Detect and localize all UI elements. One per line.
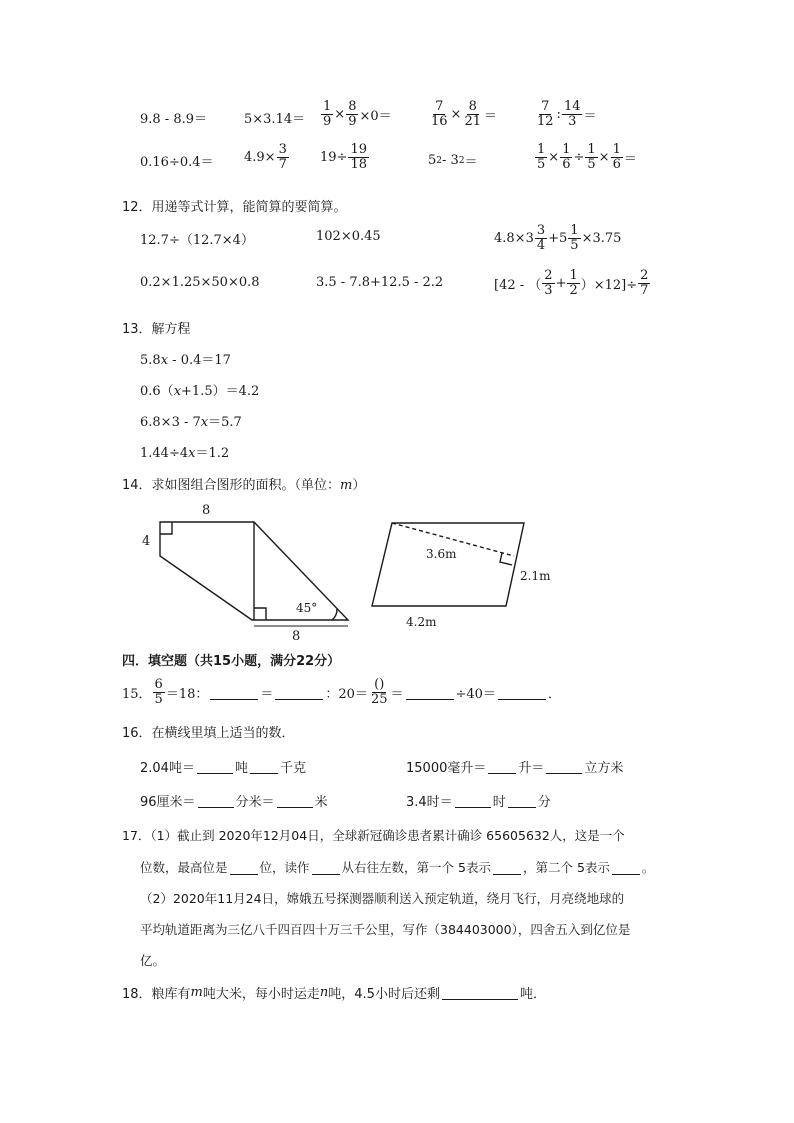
parallelogram-height-label: 3.6m (426, 547, 457, 561)
fraction: $\frac{3}{7}$ (278, 142, 287, 172)
answer-blank[interactable] (275, 685, 323, 700)
question-15: 15． $\frac{6}{5}$ ＝18： ＝ ：20＝ $\frac{()}{25}$ ＝ ÷40＝ ． (122, 677, 561, 707)
fraction: $\frac{1}{5}$ (587, 142, 596, 172)
q17-line5: 亿。 (140, 953, 166, 968)
figure1-angle-label: 45° (296, 601, 318, 615)
fraction: $\frac{8}{9}$ (348, 99, 357, 129)
q12-expr-b3: [42 - （ $\frac{2}{3}$ + $\frac{1}{2}$ ）×12]÷ $\frac{2}{7}$ (494, 268, 649, 298)
calc-row1-expr3: $\frac{1}{9}$ × $\frac{8}{9}$ ×0＝ (323, 99, 392, 129)
answer-blank[interactable] (406, 685, 454, 700)
answer-blank[interactable] (197, 759, 233, 774)
fraction: $\frac{7}{16}$ (431, 99, 448, 129)
figure1-angle-arc (332, 609, 337, 620)
question-12-title: 12．用递等式计算，能简算的要简算。 (122, 200, 347, 215)
q17-line1: 17．（1）截止到 2020年12月04日，全球新冠确诊患者累计确诊 65605632人，这是一个 (122, 828, 625, 843)
answer-blank[interactable] (488, 759, 516, 774)
answer-blank[interactable] (230, 860, 258, 875)
fraction: $\frac{()}{25}$ (370, 677, 388, 707)
answer-blank[interactable] (442, 985, 518, 1000)
fraction: $\frac{14}{3}$ (563, 99, 581, 129)
calc-row2-expr3: 19÷ $\frac{19}{18}$ (320, 142, 367, 172)
fraction: $\frac{7}{12}$ (537, 99, 554, 129)
figure1-right-angle-mark (160, 522, 172, 534)
q17-line3: （2）2020年11月24日，嫦娥五号探测器顺利送入预定轨道，绕月飞行，月亮绕地球的 (140, 891, 625, 906)
calc-row2-expr4: 5 2 - 3 2 ＝ (428, 153, 478, 170)
calc-row1-expr1: 9.8 - 8.9＝ (140, 112, 208, 127)
fraction: $\frac{2}{7}$ (640, 268, 649, 298)
parallelogram-side-label: 2.1m (520, 569, 551, 583)
equation-3: 6.8×3 - 7x＝5.7 (140, 415, 242, 430)
fraction: $\frac{2}{3}$ (544, 268, 553, 298)
figure1-right-angle-mark (254, 608, 266, 620)
question-14-title: 14．求如图组合图形的面积。（单位：m） (122, 478, 366, 493)
equation-4: 1.44÷4x＝1.2 (140, 446, 230, 461)
answer-blank[interactable] (546, 759, 582, 774)
calc-row1-expr4: $\frac{7}{16}$ × $\frac{8}{21}$ ＝ (431, 99, 498, 129)
answer-blank[interactable] (508, 793, 536, 808)
q16-row1-left: 2.04吨＝ 吨 千克 (140, 761, 306, 776)
answer-blank[interactable] (198, 793, 234, 808)
equation-2: 0.6（x+1.5）＝4.2 (140, 384, 260, 399)
answer-blank[interactable] (312, 860, 340, 875)
q16-row2-left: 96厘米＝ 分米＝ 米 (140, 795, 328, 810)
question-18: 18．粮库有 m 吨大米，每小时运走 n 吨，4.5小时后还剩 吨． (122, 985, 546, 1002)
calc-row2-expr5: $\frac{1}{5}$ × $\frac{1}{6}$ ÷ $\frac{1}{5}$ × $\frac{1}{6}$ ＝ (537, 142, 637, 172)
fraction: $\frac{8}{21}$ (464, 99, 481, 129)
parallelogram-figure (366, 514, 566, 634)
calc-row1-expr5: $\frac{7}{12}$ : $\frac{14}{3}$ ＝ (537, 99, 597, 129)
answer-blank[interactable] (277, 793, 313, 808)
calc-row2-expr1: 0.16÷0.4＝ (140, 155, 214, 170)
question-16-title: 16．在横线里填上适当的数． (122, 726, 295, 741)
figure1-bottom-label: 8 (292, 629, 301, 644)
q12-expr-b1: 0.2×1.25×50×0.8 (140, 275, 260, 290)
fraction: $\frac{19}{18}$ (350, 142, 367, 172)
figure1-top-label: 8 (202, 503, 211, 518)
q16-row1-right: 15000毫升＝ 升＝ 立方米 (406, 761, 624, 776)
q17-line4: 平均轨道距离为三亿八千四百四十万三千公里，写作（384403000），四舍五入到亿位是 (140, 922, 631, 937)
fraction: $\frac{1}{6}$ (562, 142, 571, 172)
answer-blank[interactable] (455, 793, 491, 808)
q17-line2: 位数，最高位是 位，读作 从右往左数，第一个 5表示 ，第二个 5表示 。 (140, 860, 655, 875)
q12-expr-a3: 4.8×3 $\frac{3}{4}$ +5 $\frac{1}{5}$ ×3.75 (494, 223, 622, 253)
parallelogram-base-label: 4.2m (406, 615, 437, 629)
answer-blank[interactable] (210, 685, 258, 700)
fraction: $\frac{1}{9}$ (323, 99, 332, 129)
fraction: $\frac{1}{2}$ (569, 268, 578, 298)
fraction: $\frac{6}{5}$ (154, 677, 163, 707)
fraction: $\frac{1}{5}$ (537, 142, 546, 172)
calc-row2-expr2: 4.9× $\frac{3}{7}$ (244, 142, 287, 172)
fraction: $\frac{1}{5}$ (570, 223, 579, 253)
fraction: $\frac{1}{6}$ (612, 142, 621, 172)
calc-row1-expr2: 5×3.14＝ (244, 112, 306, 127)
equation-1: 5.8x - 0.4＝17 (140, 353, 231, 368)
q12-expr-a1: 12.7÷（12.7×4） (140, 233, 254, 248)
parallelogram-outline (372, 523, 524, 606)
q12-expr-a2: 102×0.45 (316, 229, 381, 244)
answer-blank[interactable] (612, 860, 640, 875)
answer-blank[interactable] (250, 759, 278, 774)
question-13-title: 13．解方程 (122, 322, 191, 337)
fraction: $\frac{3}{4}$ (536, 223, 546, 253)
answer-blank[interactable] (498, 685, 546, 700)
q16-row2-right: 3.4时＝ 时 分 (406, 795, 551, 810)
q12-expr-b2: 3.5 - 7.8+12.5 - 2.2 (316, 275, 444, 290)
figure1-left-label: 4 (142, 534, 151, 549)
answer-blank[interactable] (493, 860, 521, 875)
section-4-heading: 四．填空题（共15小题，满分22分） (122, 654, 341, 669)
composite-figure-1 (136, 496, 366, 644)
